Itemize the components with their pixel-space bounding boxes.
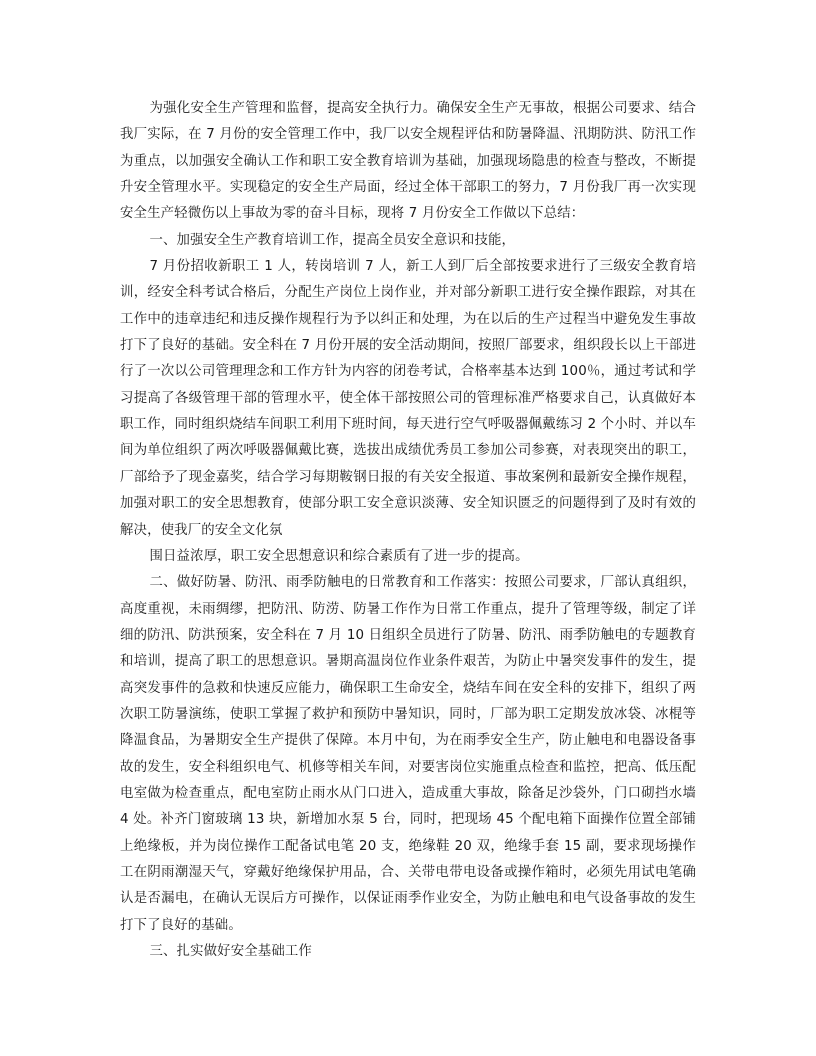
document-body — [120, 96, 696, 965]
section-heading-3: 三、扎实做好安全基础工作 — [149, 944, 312, 959]
intro-paragraph: 为强化安全生产管理和监督，提高安全执行力。确保安全生产无事故，根据公司要求、结合我厂实际，在 7 月份的安全管理工作中，我厂以安全规程评估和防暑降温、汛期防洪、防汛工作为重点，以加强安全确认工作和职工安全教育培训为基础，加强现场隐患的检查与整改，不断提升安全管理水平。实现稳定的安全生产局面，经过全体干部职工的努力，7 月份我厂再一次实现安全生产轻微伤以上事故为零的奋斗目标，现将 7 月份安全工作做以下总结： — [120, 101, 696, 222]
section-1-body-paragraph: 7 月份招收新职工 1 人，转岗培训 7 人，新工人到厂后全部按要求进行了三级安全教育培训，经安全科考试合格后，分配生产岗位上岗作业，并对部分新职工进行安全操作跟踪，对其在工作中的违章违纪和违反操作规程行为予以纠正和处理，为在以后的生产过程当中避免发生事故打下了良好的基础。安全科在 7 月份开展的安全活动期间，按照厂部要求，组织段长以上干部进行了一次以公司管理理念和工作方针为内容的闭卷考试，合格率基本达到 100％，通过考试和学习提高了各级管理干部的管理水平，使全体干部按照公司的管理标准严格要求自己，认真做好本职工作，同时组织烧结车间职工利用下班时间，每天进行空气呼吸器佩戴练习 2 个小时、并以车间为单位组织了两次呼吸器佩戴比赛，选拔出成绩优秀员工参加公司参赛，对表现突出的职工，厂部给予了现金嘉奖，结合学习每期鞍钢日报的有关安全报道、事故案例和最新安全操作规程，加强对职工的安全思想教育，使部分职工安全意识淡薄、安全知识匮乏的问题得到了及时有效的解决，使我厂的安全文化氛 — [120, 259, 696, 538]
section-1-continuation-paragraph: 围日益浓厚，职工安全思想意识和综合素质有了进一步的提高。 — [149, 548, 529, 564]
section-2-paragraph: 二、做好防暑、防汛、雨季防触电的日常教育和工作落实：按照公司要求，厂部认真组织，高度重视，未雨绸缪，把防汛、防涝、防暑工作作为日常工作重点，提升了管理等级，制定了详细的防汛、防洪预案，安全科在 7 月 10 日组织全员进行了防暑、防汛、雨季防触电的专题教育和培训，提高了职工的思想意识。暑期高温岗位作业条件艰苦，为防止中暑突发事件的发生，提高突发事件的急救和快速反应能力，确保职工生命安全，烧结车间在安全科的安排下，组织了两次职工防暑演练，使职工掌握了救护和预防中暑知识，同时，厂部为职工定期发放冰袋、冰棍等降温食品，为暑期安全生产提供了保障。本月中旬，为在雨季安全生产，防止触电和电器设备事故的发生，安全科组织电气、机修等相关车间，对要害岗位实施重点检查和监控，把高、低压配电室做为检查重点，配电室防止雨水从门口进入，造成重大事故，除备足沙袋外，门口砌挡水墙 4 处。补齐门窗玻璃 13 块，新增加水泵 5 台，同时，把现场 45 个配电箱下面操作位置全部铺上绝缘板，并为岗位操作工配备试电笔 20 支，绝缘鞋 20 双，绝缘手套 15 副，要求现场操作工在阴雨潮湿天气，穿戴好绝缘保护用品，合、关带电带电设备或操作箱时，必须先用试电笔确认是否漏电，在确认无误后方可操作，以保证雨季作业安全，为防止触电和电气设备事故的发生打下了良好的基础。 — [120, 575, 696, 933]
section-heading-1: 一、加强安全生产教育培训工作，提高全员安全意识和技能， — [149, 232, 516, 248]
